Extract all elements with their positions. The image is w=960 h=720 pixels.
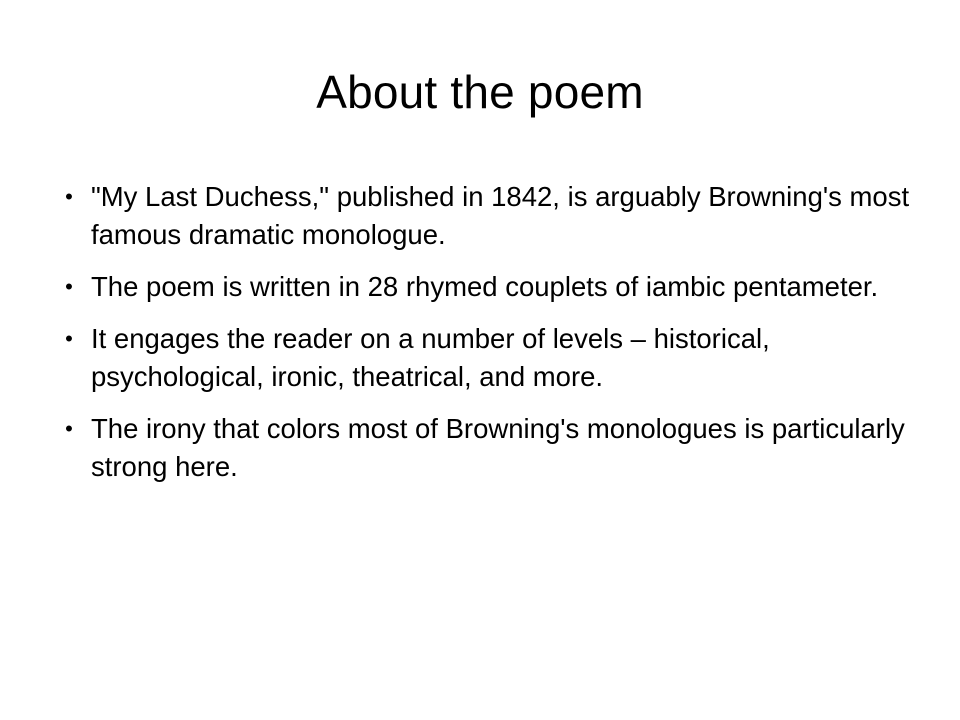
bullet-item [60,178,910,254]
bullet-item [60,320,910,396]
bullet-text: It engages the reader on a number of levels – historical, psychological, ironic, theatrical, and more. [91,323,770,392]
bullet-text: The irony that colors most of Browning's monologues is particularly strong here. [91,413,905,482]
bullet-dot-icon: • [65,184,73,209]
bullet-text: "My Last Duchess," published in 1842, is arguably Browning's most famous dramatic monologue. [91,181,910,250]
bullet-dot-icon: • [65,326,73,351]
bullet-list [60,178,910,500]
bullet-dot-icon: • [65,416,73,441]
bullet-dot-icon: • [65,274,73,299]
bullet-text: The poem is written in 28 rhymed couplets of iambic pentameter. [91,271,879,302]
slide-title: About the poem [316,66,644,118]
bullet-item [60,268,910,306]
bullet-item [60,410,910,486]
